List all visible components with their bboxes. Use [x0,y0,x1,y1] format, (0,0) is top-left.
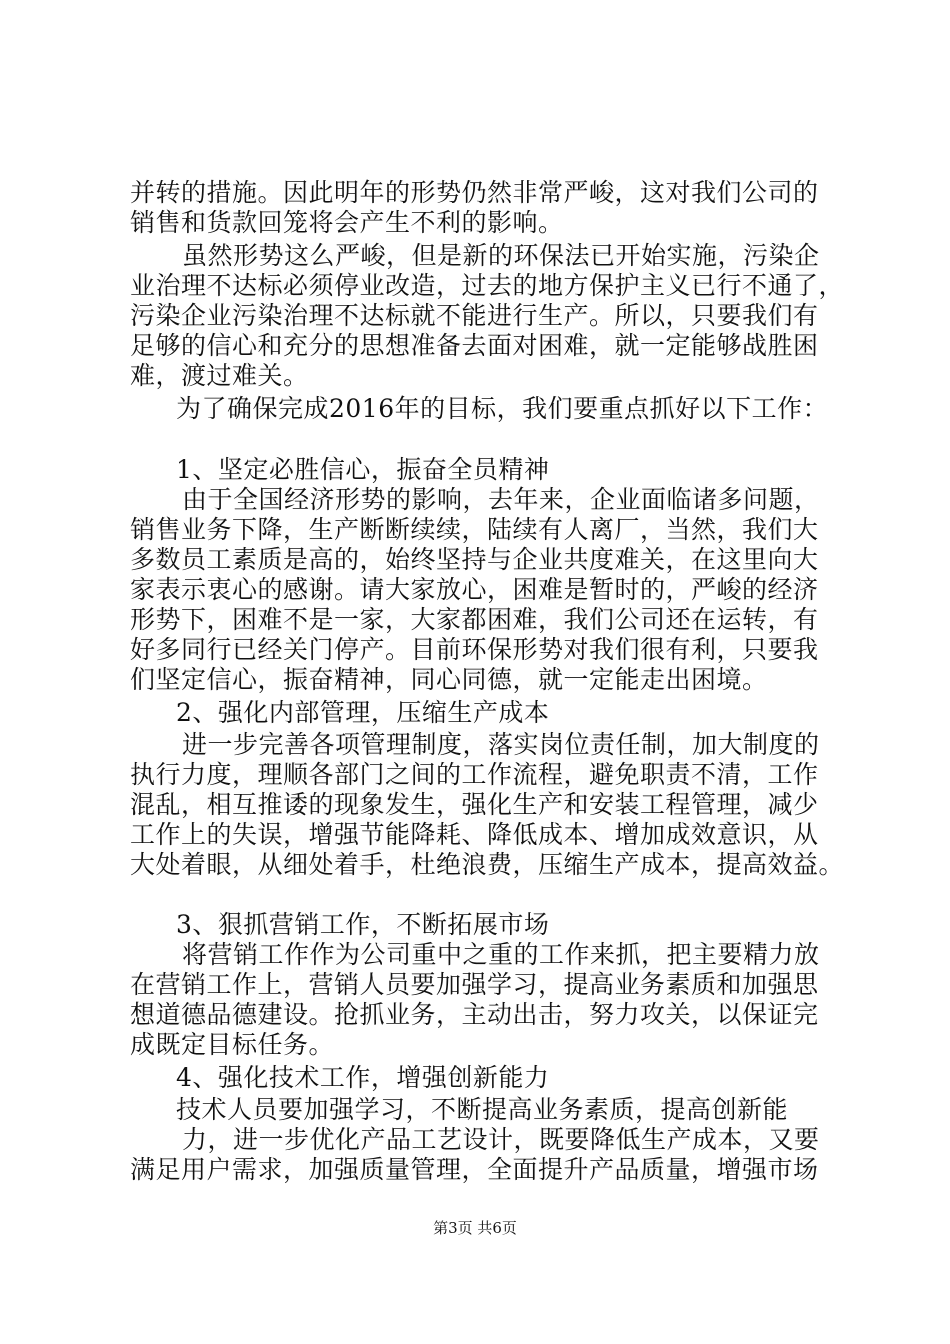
text-line: 将营销工作作为公司重中之重的工作来抓，把主要精力放 [182,940,820,969]
text-line: 技术人员要加强学习，不断提高业务素质，提高创新能 [176,1095,789,1124]
text-line: 满足用户需求，加强质量管理，全面提升产品质量，增强市场 [130,1155,819,1184]
text-line: 成既定目标任务。 [130,1030,335,1059]
text-line: 们坚定信心，振奋精神，同心同德，就一定能走出困境。 [130,665,768,694]
text-line: 多数员工素质是高的，始终坚持与企业共度难关，在这里向大 [130,545,819,574]
text-line: 混乱，相互推诿的现象发生，强化生产和安装工程管理，减少 [130,790,819,819]
text-line: 销售和货款回笼将会产生不利的影响。 [130,208,564,237]
section-heading: 3、狠抓营销工作，不断拓展市场 [176,910,550,939]
text-line: 由于全国经济形势的影响，去年来，企业面临诸多问题， [182,485,820,514]
text-line: 足够的信心和充分的思想准备去面对困难，就一定能够战胜困 [130,331,819,360]
section-heading: 1、坚定必胜信心，振奋全员精神 [176,455,550,484]
text-line: 业治理不达标必须停业改造，过去的地方保护主义已行不通了， [130,271,845,300]
text-line: 在营销工作上，营销人员要加强学习，提高业务素质和加强思 [130,970,819,999]
text-line: 污染企业污染治理不达标就不能进行生产。所以，只要我们有 [130,301,819,330]
text-line: 工作上的失误，增强节能降耗、降低成本、增加成效意识，从 [130,820,819,849]
text-line: 家表示衷心的感谢。请大家放心，困难是暂时的，严峻的经济 [130,575,819,604]
text-line: 虽然形势这么严峻，但是新的环保法已开始实施，污染企 [182,241,820,270]
text-line: 并转的措施。因此明年的形势仍然非常严峻，这对我们公司的 [130,178,819,207]
text-line: 好多同行已经关门停产。目前环保形势对我们很有利，只要我 [130,635,819,664]
text-line: 销售业务下降，生产断断续续，陆续有人离厂，当然，我们大 [130,515,819,544]
section-heading: 4、强化技术工作，增强创新能力 [176,1063,550,1092]
page-number-footer: 第3页 共6页 [433,1219,517,1237]
text-line: 想道德品德建设。抢抓业务，主动出击，努力攻关，以保证完 [130,1000,819,1029]
text-line: 进一步完善各项管理制度，落实岗位责任制，加大制度的 [182,730,820,759]
text-line: 为了确保完成2016年的目标，我们要重点抓好以下工作： [176,394,829,423]
text-line: 形势下，困难不是一家，大家都困难，我们公司还在运转，有 [130,605,819,634]
section-heading: 2、强化内部管理，压缩生产成本 [176,698,550,727]
text-line: 执行力度，理顺各部门之间的工作流程，避免职责不清，工作 [130,760,819,789]
text-line: 力，进一步优化产品工艺设计，既要降低生产成本，又要 [182,1125,820,1154]
text-line: 大处着眼，从细处着手，杜绝浪费，压缩生产成本，提高效益。 [130,850,845,879]
text-line: 难，渡过难关。 [130,361,309,390]
